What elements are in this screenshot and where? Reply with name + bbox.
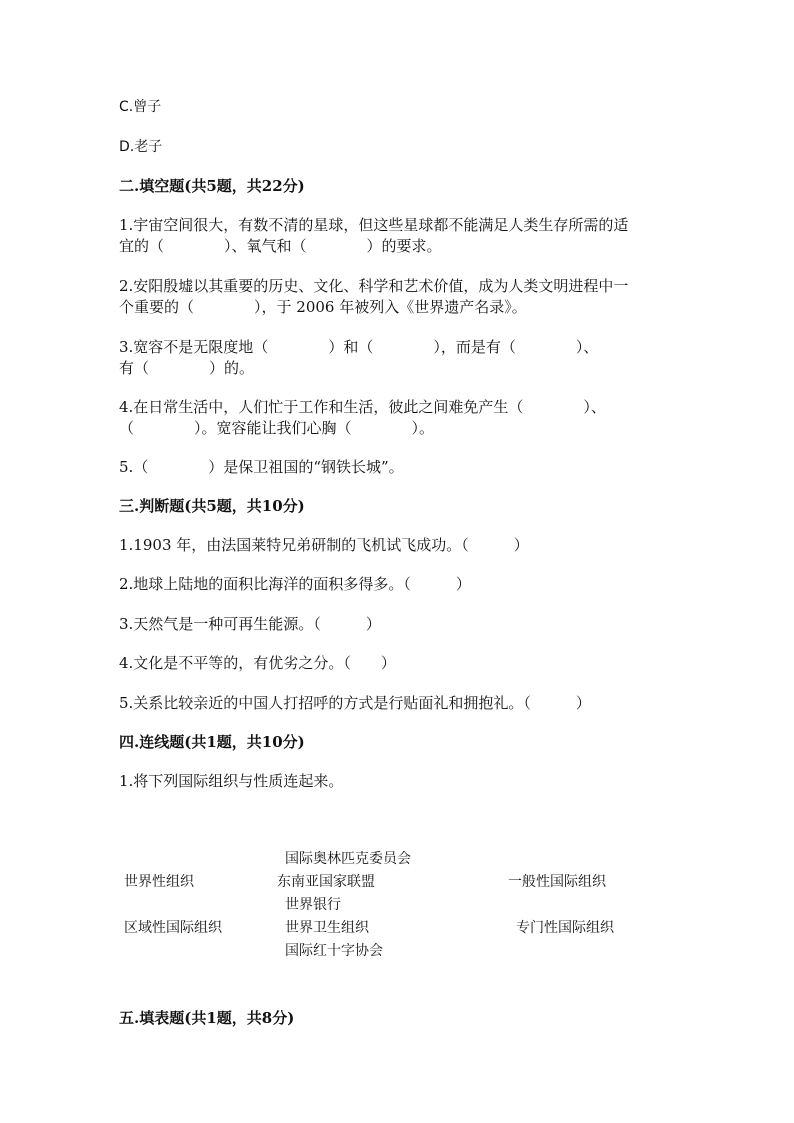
- section-heading-judgment: 三.判断题(共5题，共10分): [119, 497, 305, 515]
- match-left-item: 区域性国际组织: [124, 920, 222, 936]
- fill-q3-line1: 3.宽容不是无限度地（ ）和（ ），而是有（ ）、: [119, 338, 599, 356]
- section-heading-fill-blank: 二.填空题(共5题，共22分): [119, 177, 305, 195]
- option-d: D.老子: [119, 139, 163, 155]
- match-middle-item: 东南亚国家联盟: [277, 874, 375, 890]
- section-heading-matching: 四.连线题(共1题，共10分): [119, 733, 305, 751]
- fill-q1-line1: 1.宇宙空间很大，有数不清的星球，但这些星球都不能满足人类生存所需的适: [119, 216, 629, 234]
- match-middle-item: 国际奥林匹克委员会: [285, 851, 411, 867]
- match-middle-item: 世界银行: [285, 897, 341, 913]
- match-q1: 1.将下列国际组织与性质连起来。: [119, 772, 344, 790]
- match-left-item: 世界性组织: [124, 874, 194, 890]
- judge-q4: 4.文化是不平等的，有优劣之分。（ ）: [119, 654, 396, 672]
- judge-q2: 2.地球上陆地的面积比海洋的面积多得多。（ ）: [119, 575, 471, 593]
- judge-q3: 3.天然气是一种可再生能源。（ ）: [119, 615, 381, 633]
- fill-q4-line1: 4.在日常生活中，人们忙于工作和生活，彼此之间难免产生（ ）、: [119, 398, 606, 416]
- match-right-item: 专门性国际组织: [516, 920, 614, 936]
- match-middle-item: 国际红十字协会: [285, 943, 383, 959]
- fill-q4-line2: （ ）。宽容能让我们心胸（ ）。: [119, 419, 435, 437]
- fill-q5: 5.（ ）是保卫祖国的“钢铁长城”。: [119, 458, 404, 476]
- judge-q5: 5.关系比较亲近的中国人打招呼的方式是行贴面礼和拥抱礼。（ ）: [119, 694, 591, 712]
- section-heading-table: 五.填表题(共1题，共8分): [119, 1009, 295, 1027]
- fill-q1-line2: 宜的（ ）、氧气和（ ）的要求。: [119, 237, 442, 255]
- match-right-item: 一般性国际组织: [508, 874, 606, 890]
- match-middle-item: 世界卫生组织: [285, 920, 369, 936]
- fill-q3-line2: 有（ ）的。: [119, 359, 255, 377]
- option-c: C.曾子: [119, 99, 162, 115]
- fill-q2-line1: 2.安阳殷墟以其重要的历史、文化、科学和艺术价值，成为人类文明进程中一: [119, 277, 629, 295]
- judge-q1: 1.1903 年，由法国莱特兄弟研制的飞机试飞成功。（ ）: [119, 536, 529, 554]
- fill-q2-line2: 个重要的（ ），于 2006 年被列入《世界遗产名录》。: [119, 298, 527, 316]
